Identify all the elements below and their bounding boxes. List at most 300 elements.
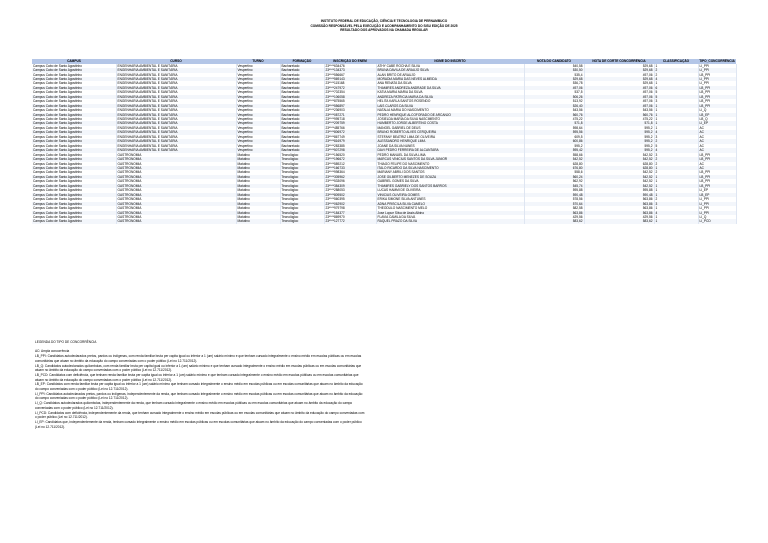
table-row: [32, 219, 736, 223]
cell-inscricao: 23****869970: [324, 215, 376, 219]
cell-turno: Vespertino: [236, 68, 280, 72]
cell-nota-corte: 563,86: [584, 211, 654, 215]
cell-nome: PEDRO HENRIQUE ALCOFORADO DE ARCANJO: [376, 113, 524, 117]
cell-formacao: Bacharelado: [280, 108, 324, 112]
cell-turno: Matutino: [236, 153, 280, 157]
cell-curso: GASTRONOMIA: [116, 162, 236, 166]
cell-nome: THAMIRES GABRIELY DOS SANTOS BARROS: [376, 184, 524, 188]
cell-nota-corte: 628,80: [584, 162, 654, 166]
cell-tipo: LI_EP: [698, 188, 736, 192]
cell-tipo: LB_EP: [698, 193, 736, 197]
cell-nome: MORADIA MARIA DAS NEVES ALMEIDA: [376, 77, 524, 81]
cell-campus: Campus Cabo de Santo Agostinho: [32, 184, 116, 188]
cell-nome: ADNA PRISCILA SILVA CAMELO: [376, 202, 524, 206]
cell-tipo: LB_PPI: [698, 175, 736, 179]
cell-nota-corte: 595,2: [584, 130, 654, 134]
legend-line: o poder público (Lei no 12.711/2012).: [35, 415, 88, 420]
cell-classificacao: 6: [654, 86, 698, 90]
cell-nota: 536,78: [524, 81, 584, 85]
col-header-tipo: TIPO_CONCORRÊNCIA: [699, 59, 735, 64]
legend-line: LI_PCD: Candidatos com deficiência, independentemente da renda, que tenham cursado integralmente o ensino médio em escolas públicas ou em escolas comunitárias que atuam no âmbito da educação do campo conveniadas com: [35, 410, 365, 415]
cell-formacao: Tecnológico: [280, 211, 324, 215]
cell-campus: Campus Cabo de Santo Agostinho: [32, 206, 116, 210]
col-header-nota-corte: NOTA DE CORTE CONCORRÊNCIA: [584, 59, 654, 64]
cell-turno: Vespertino: [236, 64, 280, 68]
cell-formacao: Bacharelado: [280, 73, 324, 77]
cell-turno: Vespertino: [236, 117, 280, 121]
cell-nota: 530,50: [524, 68, 584, 72]
cell-nota: 537,5: [524, 90, 584, 94]
cell-tipo: LB_PPI: [698, 184, 736, 188]
cell-classificacao: 1: [654, 117, 698, 121]
cell-nota: 595,88: [524, 188, 584, 192]
cell-curso: ENGENHARIA AMBIENTAL E SANITÁRIA: [116, 108, 236, 112]
cell-nota: 600,86: [524, 139, 584, 143]
cell-campus: Campus Cabo de Santo Agostinho: [32, 215, 116, 219]
cell-campus: Campus Cabo de Santo Agostinho: [32, 193, 116, 197]
cell-formacao: Tecnológico: [280, 206, 324, 210]
cell-classificacao: 1: [654, 121, 698, 125]
cell-nota-corte: 429,56: [584, 215, 654, 219]
cell-nota-corte: 542,52: [584, 179, 654, 183]
cell-nota-corte: 497,06: [584, 86, 654, 90]
cell-tipo: LB_PPI: [698, 73, 736, 77]
cell-turno: Matutino: [236, 193, 280, 197]
cell-curso: ENGENHARIA AMBIENTAL E SANITÁRIA: [116, 135, 236, 139]
cell-nota: 526,40: [524, 104, 584, 108]
cell-tipo: LI_Q: [698, 215, 736, 219]
cell-curso: GASTRONOMIA: [116, 206, 236, 210]
cell-classificacao: 2: [654, 68, 698, 72]
cell-classificacao: 1: [654, 193, 698, 197]
cell-inscricao: 23****196672: [324, 157, 376, 161]
cell-formacao: Tecnológico: [280, 193, 324, 197]
cell-formacao: Bacharelado: [280, 148, 324, 152]
cell-turno: Vespertino: [236, 95, 280, 99]
cell-nota-corte: 542,52: [584, 175, 654, 179]
cell-turno: Matutino: [236, 170, 280, 174]
cell-nota-corte: 595,88: [584, 188, 654, 192]
cell-campus: Campus Cabo de Santo Agostinho: [32, 104, 116, 108]
cell-inscricao: 23****106058: [324, 95, 376, 99]
cell-turno: Vespertino: [236, 139, 280, 143]
cell-inscricao: 23****806972: [324, 130, 376, 134]
cell-tipo: LB_PPI: [698, 90, 736, 94]
cell-nota-corte: 590,48: [584, 193, 654, 197]
cell-campus: Campus Cabo de Santo Agostinho: [32, 135, 116, 139]
cell-curso: ENGENHARIA AMBIENTAL E SANITÁRIA: [116, 113, 236, 117]
cell-campus: Campus Cabo de Santo Agostinho: [32, 166, 116, 170]
cell-nota-corte: 529,68: [584, 77, 654, 81]
legend-title: LEGENDA DO TIPO DE CONCORRÊNCIA: [35, 340, 97, 344]
col-header-curso: CURSO: [116, 59, 236, 64]
cell-nota: 558,6: [524, 170, 584, 174]
cell-nome: ALESSANDRO HENRIQUE LIMA: [376, 139, 524, 143]
cell-turno: Vespertino: [236, 90, 280, 94]
cell-nome: NATALIA MARIA DO NASCIMENTO: [376, 108, 524, 112]
legend-line: atuam no âmbito da educação do campo conveniadas com o poder público (Lei no 12.711/2012).: [35, 377, 173, 382]
cell-nota: 578,56: [524, 197, 584, 201]
cell-nome: MANOEL GABRIEL DE DEUS: [376, 126, 524, 130]
cell-tipo: LI_PPI: [698, 206, 736, 210]
cell-classificacao: 3: [654, 99, 698, 103]
cell-inscricao: 23****634476: [324, 64, 376, 68]
cell-nome: JOANE DA SILVA NUNES: [376, 144, 524, 148]
cell-classificacao: 1: [654, 219, 698, 223]
cell-campus: Campus Cabo de Santo Agostinho: [32, 139, 116, 143]
cell-inscricao: 23****995718: [324, 117, 376, 121]
cell-inscricao: 23****560395: [324, 197, 376, 201]
cell-inscricao: 23****556897: [324, 104, 376, 108]
cell-formacao: Tecnológico: [280, 197, 324, 201]
cell-curso: ENGENHARIA AMBIENTAL E SANITÁRIA: [116, 68, 236, 72]
cell-nome: JOSIELDA MARIA DA SILVA NASCIMENTO: [376, 117, 524, 121]
cell-tipo: AC: [698, 148, 736, 152]
cell-tipo: LB_PPI: [698, 99, 736, 103]
cell-classificacao: 3: [654, 202, 698, 206]
cell-tipo: AC: [698, 144, 736, 148]
cell-turno: Matutino: [236, 202, 280, 206]
cell-nome: ATHY CABE ROCHA E SILVA: [376, 64, 524, 68]
cell-classificacao: 1: [654, 113, 698, 117]
legend-line: (Lei no 12.711/2012).: [35, 424, 66, 429]
legend-line: LB_Q: Candidatos autodeclarados quilombolas, com renda familiar bruta per capita igual ou inferior a 1 (um) salário mínimo e que tenham cursado integralmente o ensino médio em escolas públicas ou em escolas comunitárias que: [35, 363, 362, 368]
cell-tipo: LB_PPI: [698, 157, 736, 161]
legend-line: conveniadas com o poder público (Lei no 12.711/2012).: [35, 405, 114, 410]
cell-campus: Campus Cabo de Santo Agostinho: [32, 170, 116, 174]
cell-turno: Vespertino: [236, 126, 280, 130]
cell-nota-corte: 542,52: [584, 157, 654, 161]
cell-inscricao: 23****556667: [324, 73, 376, 77]
cell-campus: Campus Cabo de Santo Agostinho: [32, 90, 116, 94]
cell-curso: GASTRONOMIA: [116, 219, 236, 223]
cell-nome: ANA RENATA DA SILVA: [376, 81, 524, 85]
cell-curso: ENGENHARIA AMBIENTAL E SANITÁRIA: [116, 121, 236, 125]
cell-inscricao: 23****247972: [324, 86, 376, 90]
col-header-turno: TURNO: [236, 59, 280, 64]
cell-curso: GASTRONOMIA: [116, 193, 236, 197]
cell-classificacao: 2: [654, 73, 698, 77]
cell-nota-corte: 595,2: [584, 139, 654, 143]
cell-formacao: Tecnológico: [280, 184, 324, 188]
cell-classificacao: 1: [654, 108, 698, 112]
cell-formacao: Bacharelado: [280, 90, 324, 94]
legend-line: comunitárias que atuam no âmbito da educação do campo conveniadas com o poder público (Lei no 12.711/2012).: [35, 358, 198, 363]
cell-campus: Campus Cabo de Santo Agostinho: [32, 188, 116, 192]
cell-turno: Matutino: [236, 157, 280, 161]
cell-campus: Campus Cabo de Santo Agostinho: [32, 126, 116, 130]
cell-formacao: Bacharelado: [280, 117, 324, 121]
cell-classificacao: 1: [654, 166, 698, 170]
cell-nota: 595,42: [524, 148, 584, 152]
cell-inscricao: 23****236903: [324, 108, 376, 112]
cell-curso: ENGENHARIA AMBIENTAL E SANITÁRIA: [116, 104, 236, 108]
cell-nota: 540,58: [524, 64, 584, 68]
cell-nota-corte: 542,52: [584, 170, 654, 174]
cell-nota-corte: 560,76: [584, 113, 654, 117]
cell-nome: JOSE GILBERTO MENEZES DE SOUZA: [376, 175, 524, 179]
cell-turno: Vespertino: [236, 86, 280, 90]
cell-curso: ENGENHARIA AMBIENTAL E SANITÁRIA: [116, 95, 236, 99]
cell-tipo: LI_EP: [698, 121, 736, 125]
cell-nota: 590,48: [524, 193, 584, 197]
cell-nome: PEDRO MANUEL DA SILVA LIMA: [376, 153, 524, 157]
cell-nota: 582,58: [524, 206, 584, 210]
cell-turno: Matutino: [236, 197, 280, 201]
cell-campus: Campus Cabo de Santo Agostinho: [32, 117, 116, 121]
cell-nota-corte: 595,2: [584, 135, 654, 139]
cell-inscricao: 23****875565: [324, 99, 376, 103]
cell-inscricao: 23****134373: [324, 68, 376, 72]
cell-inscricao: 23****485766: [324, 126, 376, 130]
cell-nota: 562,92: [524, 179, 584, 183]
cell-tipo: AC: [698, 139, 736, 143]
cell-tipo: LI_PPI: [698, 64, 736, 68]
cell-campus: Campus Cabo de Santo Agostinho: [32, 77, 116, 81]
cell-nota: 563,86: [524, 211, 584, 215]
legend-line: do campo conveniadas com o poder público (Lei no 12.711/2012).: [35, 396, 129, 401]
cell-nota-corte: 497,06: [584, 99, 654, 103]
cell-nota-corte: 563,86: [584, 197, 654, 201]
cell-nota-corte: 497,06: [584, 90, 654, 94]
cell-formacao: Tecnológico: [280, 153, 324, 157]
cell-curso: GASTRONOMIA: [116, 197, 236, 201]
cell-inscricao: 23****209759: [324, 121, 376, 125]
cell-curso: ENGENHARIA AMBIENTAL E SANITÁRIA: [116, 81, 236, 85]
cell-nota: 676,80: [524, 166, 584, 170]
cell-curso: GASTRONOMIA: [116, 184, 236, 188]
cell-tipo: AC: [698, 162, 736, 166]
cell-turno: Matutino: [236, 166, 280, 170]
cell-classificacao: 1: [654, 215, 698, 219]
cell-nota-corte: 497,06: [584, 73, 654, 77]
cell-campus: Campus Cabo de Santo Agostinho: [32, 121, 116, 125]
cell-formacao: Bacharelado: [280, 95, 324, 99]
cell-curso: ENGENHARIA AMBIENTAL E SANITÁRIA: [116, 86, 236, 90]
cell-tipo: LB_PPI: [698, 170, 736, 174]
cell-campus: Campus Cabo de Santo Agostinho: [32, 130, 116, 134]
legend: [35, 340, 735, 429]
legend-line: LB_PCD: Candidatos com deficiência, que tenham renda familiar bruta per capita igual ou inferior a 1 (um) salário mínimo e que tenham cursado integralmente o ensino médio em escolas públicas ou em escolas comunitárias que: [35, 372, 359, 377]
cell-tipo: LI_PPI: [698, 211, 736, 215]
cell-formacao: Tecnológico: [280, 202, 324, 206]
cell-classificacao: 3: [654, 135, 698, 139]
cell-curso: ENGENHARIA AMBIENTAL E SANITÁRIA: [116, 77, 236, 81]
cell-turno: Vespertino: [236, 148, 280, 152]
cell-nome: ERIKA SIMONE SILVA ANTUNES: [376, 197, 524, 201]
cell-nota: 583,62: [524, 219, 584, 223]
cell-turno: Vespertino: [236, 130, 280, 134]
cell-campus: Campus Cabo de Santo Agostinho: [32, 175, 116, 179]
cell-curso: GASTRONOMIA: [116, 166, 236, 170]
cell-formacao: Tecnológico: [280, 166, 324, 170]
cell-tipo: LI_PPI: [698, 68, 736, 72]
cell-nome: STEFANY BEATRIZ LIMA DE OLIVEIRA: [376, 135, 524, 139]
cell-campus: Campus Cabo de Santo Agostinho: [32, 108, 116, 112]
cell-formacao: Bacharelado: [280, 126, 324, 130]
cell-nome: THEODULO NASCIMENTO MELO: [376, 206, 524, 210]
cell-nome: GABRIEL GOMES DA SILVA: [376, 179, 524, 183]
cell-curso: ENGENHARIA AMBIENTAL E SANITÁRIA: [116, 90, 236, 94]
cell-nota-corte: 583,62: [584, 219, 654, 223]
cell-nome: LAIS CLAROS DA SILVA: [376, 104, 524, 108]
cell-nota: 497,06: [524, 86, 584, 90]
col-header-campus: CAMPUS: [32, 59, 116, 64]
header-commission: COMISSÃO RESPONSÁVEL PELA EXECUÇÃO E ACOMPANHAMENTO DO SISU EDIÇÃO DE 2025: [310, 23, 458, 28]
document-header: [0, 19, 768, 33]
cell-formacao: Bacharelado: [280, 135, 324, 139]
cell-formacao: Bacharelado: [280, 130, 324, 134]
cell-formacao: Tecnológico: [280, 215, 324, 219]
cell-nome: ANDREZA PATRICIA MARIA DA SILVA: [376, 95, 524, 99]
cell-campus: Campus Cabo de Santo Agostinho: [32, 157, 116, 161]
cell-nota: 513,92: [524, 99, 584, 103]
cell-nota: 542,52: [524, 157, 584, 161]
header-result-title: RESULTADO DOS APROVADOS NA CHAMADA REGULAR: [340, 28, 428, 33]
cell-tipo: LB_Q: [698, 117, 736, 121]
cell-nome: THAMIRES ANDREZA ANDRADE DA SILVA: [376, 86, 524, 90]
cell-campus: Campus Cabo de Santo Agostinho: [32, 153, 116, 157]
cell-curso: ENGENHARIA AMBIENTAL E SANITÁRIA: [116, 73, 236, 77]
cell-tipo: LB_PPI: [698, 95, 736, 99]
cell-inscricao: 23****127772: [324, 219, 376, 223]
cell-nome: RAQUEL PRAZO DA SILVA: [376, 219, 524, 223]
cell-nome: ITALO RICARDO DA SILVA NASCIMENTO: [376, 166, 524, 170]
cell-curso: ENGENHARIA AMBIENTAL E SANITÁRIA: [116, 148, 236, 152]
cell-turno: Vespertino: [236, 104, 280, 108]
cell-inscricao: 23****998364: [324, 170, 376, 174]
cell-nota-corte: 542,52: [584, 153, 654, 157]
cell-nome: MARCUS VINICIUS SANTOS DA SILVA JUNIOR: [376, 157, 524, 161]
cell-classificacao: 3: [654, 153, 698, 157]
cell-classificacao: 1: [654, 104, 698, 108]
cell-nota-corte: 529,68: [584, 81, 654, 85]
cell-classificacao: 1: [654, 64, 698, 68]
cell-nota-corte: 542,52: [584, 184, 654, 188]
cell-formacao: Tecnológico: [280, 162, 324, 166]
cell-turno: Matutino: [236, 206, 280, 210]
cell-nota: 545,74: [524, 184, 584, 188]
table-body: [32, 64, 736, 224]
cell-curso: ENGENHARIA AMBIENTAL E SANITÁRIA: [116, 99, 236, 103]
cell-turno: Matutino: [236, 188, 280, 192]
cell-formacao: Bacharelado: [280, 139, 324, 143]
cell-tipo: LI_Q: [698, 108, 736, 112]
cell-curso: GASTRONOMIA: [116, 170, 236, 174]
cell-turno: Matutino: [236, 215, 280, 219]
col-header-classificacao: CLASSIFICAÇÃO: [654, 59, 698, 64]
legend-line: LB_EP: Candidatos com renda familiar bruta per capita igual ou inferior a 1 (um) salário mínimo que tenham cursado integralmente o ensino médio em escolas públicas ou em escolas comunitárias que atuam no âmbito da educação: [35, 382, 363, 387]
cell-campus: Campus Cabo de Santo Agostinho: [32, 113, 116, 117]
col-header-formacao: FORMAÇÃO: [280, 59, 324, 64]
cell-inscricao: 23****156520: [324, 153, 376, 157]
cell-formacao: Tecnológico: [280, 170, 324, 174]
legend-line: atuam no âmbito da educação do campo conveniadas com o poder público (Lei no 12.711/2012).: [35, 368, 173, 373]
cell-inscricao: 23****184377: [324, 211, 376, 215]
cell-formacao: Bacharelado: [280, 64, 324, 68]
cell-nota: 429,56: [524, 215, 584, 219]
col-header-nota: NOTA DO CANDIDATO: [524, 59, 584, 64]
header-institution: INSTITUTO FEDERAL DE EDUCAÇÃO, CIÊNCIA E TECNOLOGIA DE PERNAMBUCO: [320, 19, 448, 23]
cell-tipo: AC: [698, 166, 736, 170]
cell-nota: 475,22: [524, 117, 584, 121]
cell-campus: Campus Cabo de Santo Agostinho: [32, 68, 116, 72]
cell-turno: Vespertino: [236, 81, 280, 85]
cell-turno: Vespertino: [236, 121, 280, 125]
cell-inscricao: 23****809502: [324, 193, 376, 197]
cell-campus: Campus Cabo de Santo Agostinho: [32, 64, 116, 68]
cell-campus: Campus Cabo de Santo Agostinho: [32, 99, 116, 103]
cell-classificacao: 2: [654, 139, 698, 143]
cell-nome: HELITA KARLA SANTOS ROSENDO: [376, 99, 524, 103]
cell-turno: Vespertino: [236, 135, 280, 139]
cell-tipo: LI_PPI: [698, 197, 736, 201]
cell-nota: 628,80: [524, 162, 584, 166]
cell-nota: 598,64: [524, 126, 584, 130]
cell-classificacao: 4: [654, 130, 698, 134]
cell-nota: 571,8: [524, 121, 584, 125]
cell-formacao: Tecnológico: [280, 157, 324, 161]
cell-curso: ENGENHARIA AMBIENTAL E SANITÁRIA: [116, 139, 236, 143]
cell-classificacao: 2: [654, 197, 698, 201]
cell-curso: GASTRONOMIA: [116, 188, 236, 192]
legend-line: do campo conveniadas com o poder público (Lei no 12.711/2012).: [35, 387, 129, 392]
cell-nota: 595,2: [524, 144, 584, 148]
cell-nota: 535,4: [524, 73, 584, 77]
legend-line: LI_EP: Candidatos que, independentemente da renda, tenham cursado integralmente o ensino médio em escolas públicas ou em escolas comunitárias que atuam no âmbito da educação do campo conveniadas com o poder público: [35, 419, 362, 424]
cell-curso: ENGENHARIA AMBIENTAL E SANITÁRIA: [116, 117, 236, 121]
cell-tipo: LI_PPI: [698, 77, 736, 81]
cell-tipo: LB_PPI: [698, 86, 736, 90]
cell-tipo: AC: [698, 126, 736, 130]
cell-nota: 529,68: [524, 77, 584, 81]
cell-nota: 570,64: [524, 202, 584, 206]
cell-nota: 560,76: [524, 113, 584, 117]
cell-classificacao: 2: [654, 162, 698, 166]
cell-curso: GASTRONOMIA: [116, 215, 236, 219]
cell-nota-corte: 529,68: [584, 64, 654, 68]
cell-inscricao: 23****867749: [324, 135, 376, 139]
cell-formacao: Bacharelado: [280, 121, 324, 125]
cell-nota-corte: 563,86: [584, 202, 654, 206]
cell-nome: LUCAS HAMMI DE OLIVEIRA: [376, 188, 524, 192]
cell-classificacao: 5: [654, 95, 698, 99]
cell-classificacao: 1: [654, 81, 698, 85]
cell-classificacao: 5: [654, 144, 698, 148]
cell-formacao: Bacharelado: [280, 113, 324, 117]
legend-lines: [35, 349, 735, 429]
cell-curso: GASTRONOMIA: [116, 179, 236, 183]
cell-turno: Matutino: [236, 211, 280, 215]
cell-nota-corte: 497,06: [584, 95, 654, 99]
cell-formacao: Bacharelado: [280, 104, 324, 108]
cell-nota: 595,56: [524, 130, 584, 134]
col-header-inscricao: INSCRIÇÃO DO ENEM: [324, 59, 376, 64]
cell-nota-corte: 595,2: [584, 126, 654, 130]
cell-nota: 560,24: [524, 175, 584, 179]
legend-line: LB_PPI: Candidatos autodeclarados pretos, pardos ou indígenas, com renda familiar bruta per capita igual ou inferior a 1 (um) salário mínimo e que tenham cursado integralmente o ensino médio em escolas públicas ou em escolas: [35, 354, 362, 359]
cell-nota-corte: 563,86: [584, 206, 654, 210]
cell-classificacao: 4: [654, 148, 698, 152]
cell-campus: Campus Cabo de Santo Agostinho: [32, 81, 116, 85]
cell-inscricao: 23****283385: [324, 144, 376, 148]
cell-campus: Campus Cabo de Santo Agostinho: [32, 202, 116, 206]
cell-turno: Matutino: [236, 219, 280, 223]
cell-nome: FLAVIA CAMILA DA SILVA: [376, 215, 524, 219]
cell-campus: Campus Cabo de Santo Agostinho: [32, 219, 116, 223]
cell-nota: 506,26: [524, 95, 584, 99]
cell-classificacao: 1: [654, 179, 698, 183]
